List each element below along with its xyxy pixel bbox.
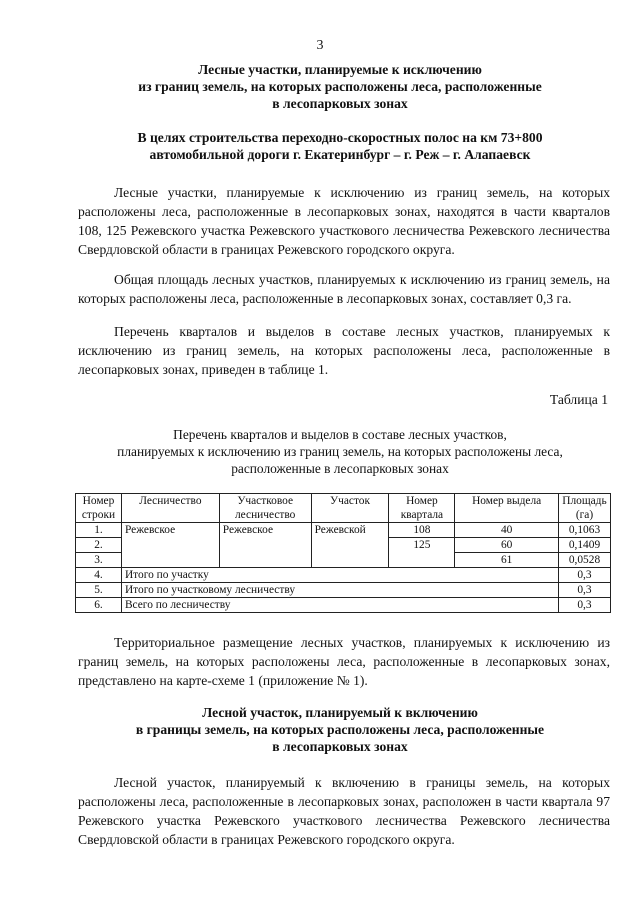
cell-quarter: 125 — [389, 538, 455, 568]
header-text: Участковое — [237, 495, 294, 507]
table-total-row — [76, 568, 611, 583]
table-caption-line: Перечень кварталов и выделов в составе лесных участков, — [173, 427, 507, 442]
cell-section: Режевской — [311, 523, 389, 568]
section1-subtitle-line: автомобильной дороги г. Екатеринбург – г. Реж – г. Алапаевск — [149, 146, 531, 162]
header-text: квартала — [400, 509, 444, 521]
table-total-row — [76, 583, 611, 598]
cell-total-label: Итого по участку — [121, 568, 558, 583]
cell-area: 0,1063 — [558, 523, 610, 538]
header-district-forestry — [219, 494, 311, 523]
table-caption-line: расположенные в лесопарковых зонах — [231, 461, 449, 476]
cell-allotment: 40 — [455, 523, 559, 538]
paragraph-text: Лесные участки, планируемые к исключению из границ земель, на которых расположены леса, расположенные в лесопарковых зонах, находятся в части кварталов 108, 125 Режевского участка Режевского участкового лесничества Режевского лесничества Свердловской области в границах Режевского городского округа. — [78, 185, 610, 257]
section2-title — [70, 705, 610, 755]
cell-quarter: 108 — [389, 523, 455, 538]
section2-title-line: в границы земель, на которых расположены леса, расположенные — [135, 721, 545, 737]
cell-row-number: 6. — [76, 598, 122, 613]
table-caption — [70, 426, 610, 477]
section1-title-line: в лесопарковых зонах — [272, 95, 408, 111]
cell-row-number: 5. — [76, 583, 122, 598]
cell-row-number: 4. — [76, 568, 122, 583]
page-number: 3 — [316, 38, 324, 53]
cell-row-number: 3. — [76, 553, 122, 568]
cell-allotment: 61 — [455, 553, 559, 568]
table-caption-line: планируемых к исключению из границ земель, на которых расположены леса, — [117, 444, 563, 459]
paragraph-text: Лесной участок, планируемый к включению в границы земель, на которых расположены леса, расположенные в лесопарковых зонах, расположен в части квартала 97 Режевского участка Режевского участкового лесничества Режевского лесничества Свердловской области в границах Режевского городского округа. — [78, 775, 610, 847]
cell-area: 0,3 — [558, 598, 610, 613]
cell-area: 0,3 — [558, 568, 610, 583]
header-quarter — [389, 494, 455, 523]
section1-title-line: Лесные участки, планируемые к исключению — [198, 62, 482, 77]
paragraph-text: Территориальное размещение лесных участков, планируемых к исключению из границ земель, на которых расположены леса, расположенные в лесопарковых зонах, представлено на карте-схеме 1 (приложение № 1). — [78, 635, 610, 688]
paragraph-text: Перечень кварталов и выделов в составе лесных участков, планируемых к исключению из границ земель, на которых расположены леса, расположенные в лесопарковых зонах, приведен в таблице 1. — [78, 324, 610, 377]
table-total-row — [76, 598, 611, 613]
section2-title-line: в лесопарковых зонах — [272, 738, 408, 754]
section2-title-line: Лесной участок, планируемый к включению — [202, 705, 478, 720]
table-header-row — [76, 494, 611, 523]
header-text: Площадь — [562, 495, 607, 507]
cell-total-label: Итого по участковому лесничеству — [121, 583, 558, 598]
cell-allotment: 60 — [455, 538, 559, 553]
cell-forestry: Режевское — [121, 523, 219, 568]
section2-paragraph-1 — [78, 773, 610, 849]
section1-title-line: из границ земель, на которых расположены леса, расположенные — [138, 78, 542, 94]
header-text: (га) — [575, 509, 594, 521]
header-text: Номер — [406, 495, 438, 507]
cell-area: 0,0528 — [558, 553, 610, 568]
cell-district-forestry: Режевское — [219, 523, 311, 568]
section1-paragraph-3 — [78, 322, 610, 379]
cell-total-label: Всего по лесничеству — [121, 598, 558, 613]
header-row-number — [76, 494, 122, 523]
header-text: строки — [81, 509, 116, 521]
table-label: Таблица 1 — [549, 392, 608, 407]
table-row — [76, 523, 611, 538]
header-text: Номер — [82, 495, 115, 507]
section1-subtitle-line: В целях строительства переходно-скоростных полос на км 73+800 — [137, 130, 543, 145]
paragraph-map-reference — [78, 633, 610, 690]
header-text: лесничество — [235, 509, 296, 521]
forest-plots-table — [75, 493, 611, 613]
header-forestry: Лесничество — [121, 494, 219, 523]
paragraph-text: Общая площадь лесных участков, планируемых к исключению из границ земель, на которых расположены леса, расположенные в лесопарковых зонах, составляет 0,3 га. — [78, 272, 610, 306]
cell-area: 0,1409 — [558, 538, 610, 553]
header-area — [558, 494, 610, 523]
section1-subtitle — [70, 130, 610, 164]
header-section: Участок — [311, 494, 389, 523]
header-allotment: Номер выдела — [455, 494, 559, 523]
section1-title — [70, 62, 610, 112]
cell-area: 0,3 — [558, 583, 610, 598]
section1-paragraph-2 — [78, 270, 610, 308]
cell-row-number: 2. — [76, 538, 122, 553]
section1-paragraph-1 — [78, 183, 610, 259]
cell-row-number: 1. — [76, 523, 122, 538]
